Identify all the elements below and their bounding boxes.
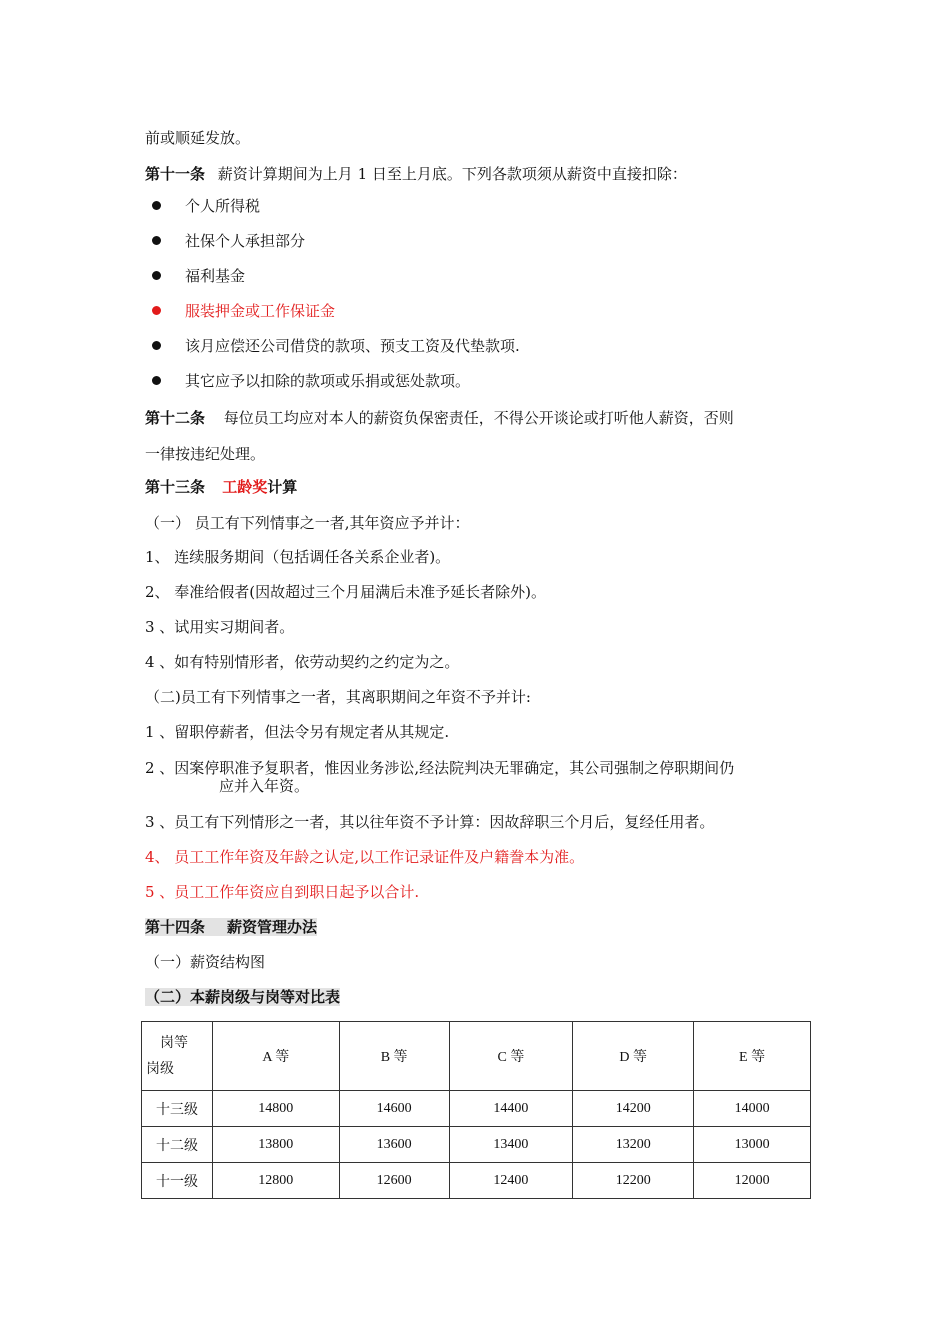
table-cell: 13200 (573, 1127, 694, 1163)
table-caption (145, 987, 340, 1007)
article-14-title-text: 薪资管理办法 (205, 918, 317, 936)
article-13-title-tail: 计算 (267, 478, 298, 496)
table-cell: 12000 (694, 1163, 811, 1199)
column-header: B 等 (339, 1022, 449, 1091)
table-cell: 14200 (573, 1091, 694, 1127)
section-heading: （二)员工有下列情事之一者，其离职期间之年资不予并计: (145, 688, 531, 706)
table-corner-cell (142, 1022, 213, 1091)
list-item: 3 、试用实习期间者。 (145, 618, 295, 636)
article-12-text: 每位员工均应对本人的薪资负保密责任，不得公开谈论或打听他人薪资，否则 (223, 409, 734, 427)
column-header: E 等 (694, 1022, 811, 1091)
bullet-text: 个人所得税 (185, 197, 261, 215)
article-14-title: 第十四条 (145, 918, 206, 936)
list-item-continuation: 应并入年资。 (219, 777, 310, 795)
list-item-highlighted: 4、 员工工作年资及年龄之认定,以工作记录证件及户籍誊本为准。 (145, 848, 585, 866)
bullet-icon (152, 236, 161, 245)
list-item: 1 、留职停薪者，但法令另有规定者从其规定. (145, 723, 450, 741)
table-cell: 13000 (694, 1127, 811, 1163)
table-row (142, 1127, 811, 1163)
table-header-row (142, 1022, 811, 1091)
table-cell: 12600 (339, 1163, 449, 1199)
article-11-text: 薪资计算期间为上月 1 日至上月底。下列各款项须从薪资中直接扣除： (217, 165, 687, 183)
table-cell: 12200 (573, 1163, 694, 1199)
table-cell: 14600 (339, 1091, 449, 1127)
list-item: 4 、如有特别情形者，依劳动契约之约定为之。 (145, 653, 460, 671)
row-header: 十一级 (142, 1163, 213, 1199)
table-cell: 13800 (212, 1127, 339, 1163)
bullet-text: 服装押金或工作保证金 (185, 302, 336, 320)
article-12-continuation: 一律按违纪处理。 (145, 445, 266, 463)
bullet-item (152, 231, 305, 251)
table-row (142, 1091, 811, 1127)
bullet-icon (152, 376, 161, 385)
corner-row-label: 岗级 (146, 1061, 174, 1077)
bullet-item (152, 371, 470, 391)
table-cell: 12400 (449, 1163, 573, 1199)
bullet-icon (152, 306, 161, 315)
intro-text: 前或顺延发放。 (145, 129, 251, 147)
bullet-icon (152, 341, 161, 350)
table-cell: 13400 (449, 1127, 573, 1163)
article-14-heading (145, 917, 317, 937)
bullet-text: 福利基金 (185, 267, 246, 285)
table-cell: 12800 (212, 1163, 339, 1199)
table-cell: 14800 (212, 1091, 339, 1127)
corner-column-label: 岗等 (160, 1035, 188, 1051)
article-11-title: 第十一条 (145, 165, 206, 183)
bullet-icon (152, 271, 161, 280)
list-item: 2、 奉准给假者(因故超过三个月届满后未准予延长者除外)。 (145, 583, 547, 601)
article-13-title-highlight: 工龄奖 (222, 478, 268, 496)
article-13-heading (145, 477, 297, 497)
table-cell: 13600 (339, 1127, 449, 1163)
table-caption-text: （二）本薪岗级与岗等对比表 (145, 988, 341, 1006)
row-header: 十二级 (142, 1127, 213, 1163)
table-cell: 14000 (694, 1091, 811, 1127)
article-12-title: 第十二条 (145, 409, 206, 427)
grade-comparison-table (141, 1021, 811, 1199)
list-item: 2 、因案停职准予复职者，惟因业务涉讼,经法院判决无罪确定，其公司强制之停职期间仍 (145, 759, 735, 777)
column-header: A 等 (212, 1022, 339, 1091)
subsection-heading: （一）薪资结构图 (145, 953, 266, 971)
column-header: C 等 (449, 1022, 573, 1091)
bullet-item (152, 266, 245, 286)
article-13-title: 第十三条 (145, 478, 206, 496)
list-item: 3 、员工有下列情形之一者，其以往年资不予计算：因故辞职三个月后，复经任用者。 (145, 813, 715, 831)
table-row (142, 1163, 811, 1199)
row-header: 十三级 (142, 1091, 213, 1127)
bullet-text: 社保个人承担部分 (185, 232, 306, 250)
bullet-item (152, 196, 260, 216)
section-heading: （一） 员工有下列情事之一者,其年资应予并计： (145, 514, 470, 532)
list-item-highlighted: 5 、员工工作年资应自到职日起予以合计. (145, 883, 420, 901)
bullet-item (152, 336, 520, 356)
table-cell: 14400 (449, 1091, 573, 1127)
bullet-icon (152, 201, 161, 210)
bullet-item-highlighted (152, 301, 335, 321)
article-11 (145, 164, 687, 184)
bullet-text: 该月应偿还公司借贷的款项、预支工资及代垫款项. (185, 337, 520, 355)
article-12 (145, 408, 734, 428)
list-item: 1、 连续服务期间（包括调任各关系企业者)。 (145, 548, 451, 566)
column-header: D 等 (573, 1022, 694, 1091)
bullet-text: 其它应予以扣除的款项或乐捐或惩处款项。 (185, 372, 471, 390)
